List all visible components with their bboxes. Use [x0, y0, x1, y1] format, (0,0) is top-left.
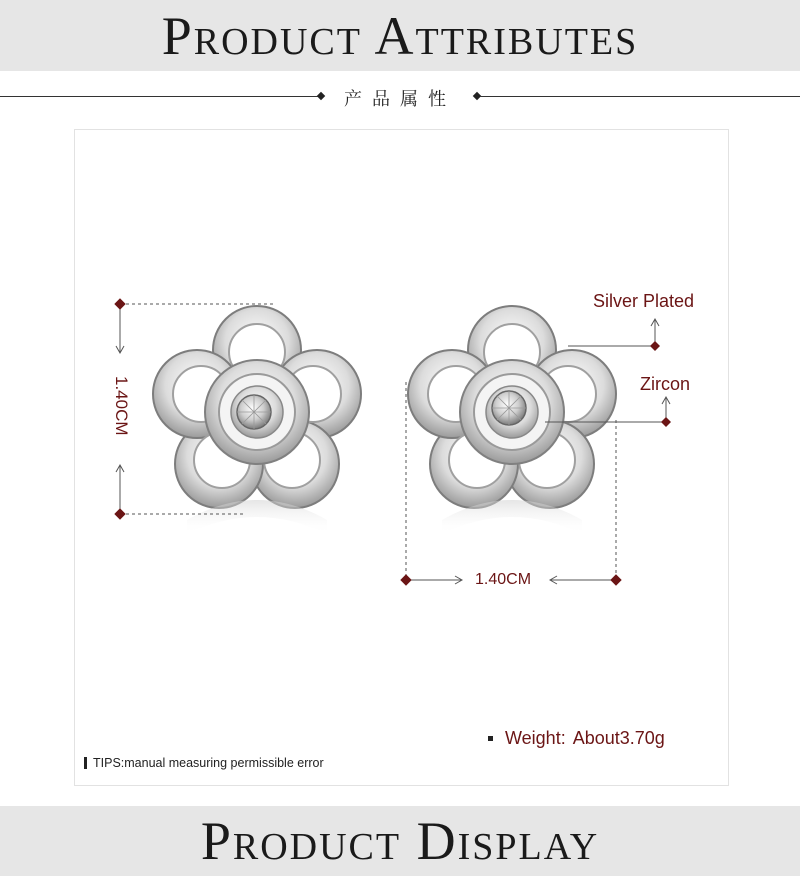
bullet-icon: [488, 736, 493, 741]
tips-text: TIPS:manual measuring permissible error: [93, 756, 324, 770]
bar-icon: [84, 757, 87, 769]
height-label: 1.40CM: [112, 376, 131, 436]
weight-info: [488, 728, 665, 749]
subtitle: 产品属性: [344, 89, 456, 110]
tips-note: [84, 756, 324, 770]
silver-plated-pointer: [568, 319, 659, 346]
earring-left: [153, 306, 361, 534]
bottom-banner: [0, 806, 800, 876]
earring-right: [408, 306, 616, 534]
weight-label: Weight:: [505, 728, 566, 748]
weight-value: About3.70g: [572, 728, 665, 748]
banner-title: Product Attributes: [161, 5, 639, 66]
width-label: 1.40CM: [475, 571, 532, 588]
footer-title: Product Display: [200, 811, 600, 871]
zircon-label: Zircon: [640, 374, 691, 394]
silver-plated-label: Silver Plated: [593, 291, 695, 311]
